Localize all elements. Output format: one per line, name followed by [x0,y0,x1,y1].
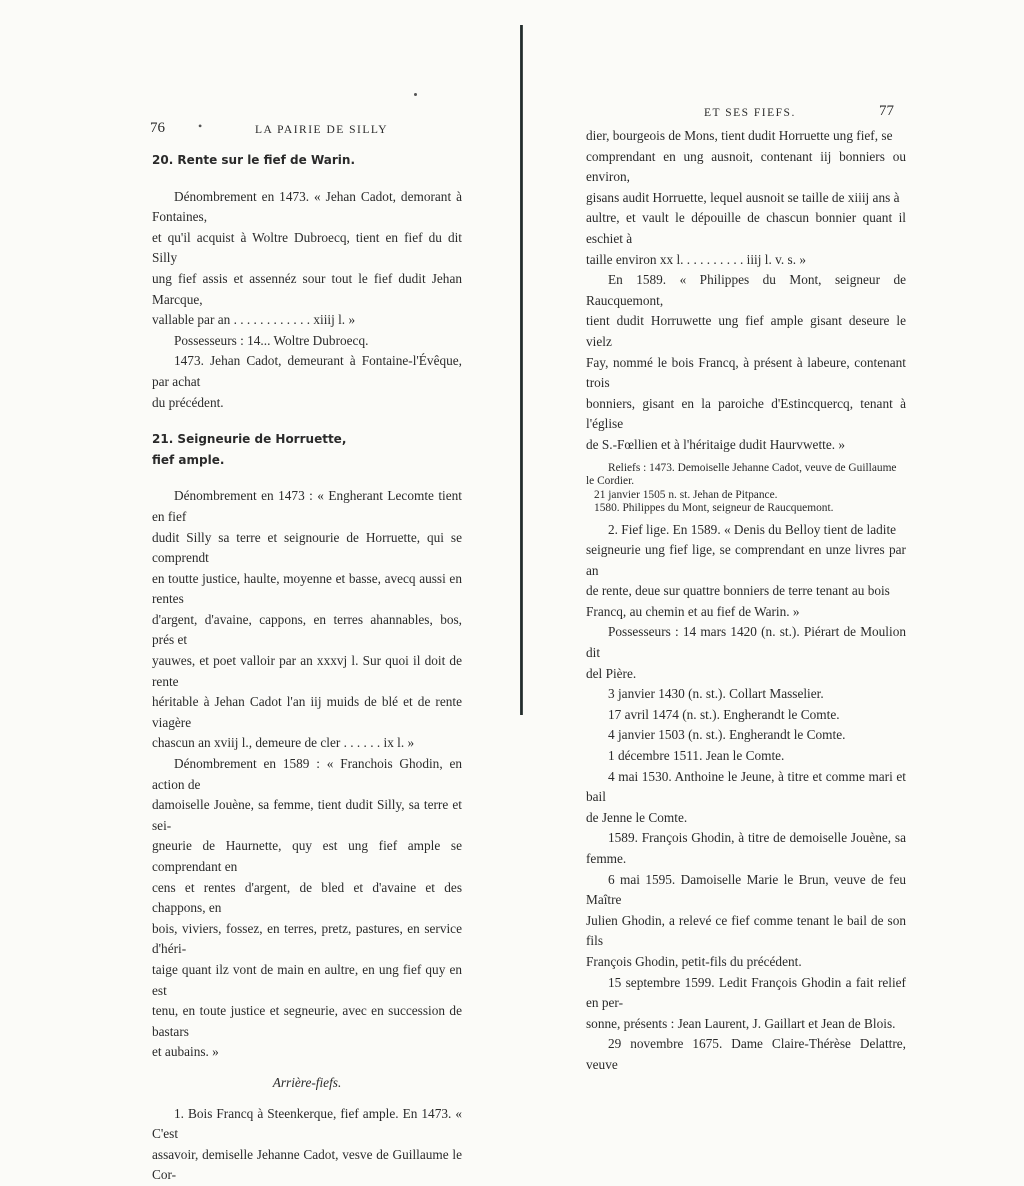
right-line-7: tient dudit Horruwette ung fief ample gisant deseure le vielz [586,313,906,349]
left-running-head: LA PAIRIE DE SILLY [255,124,389,136]
right-page-number: 77 [879,103,894,119]
right-line-20: 1 décembre 1511. Jean le Comte. [608,748,785,764]
s21-line-1: Dénombrement en 1473 : « Engherant Lecomte tient en fief [152,488,462,524]
arriere-fiefs-line-2: assavoir, demiselle Jehanne Cadot, vesve de Guillaume le Cor- [152,1146,462,1183]
book-spine [520,25,523,715]
s21-line-15: et aubains. » [152,1044,219,1060]
section-21-heading-line-1: 21. Seigneurie de Horruette, [152,432,347,447]
s21-line-13: taige quant ilz vont de main en aultre, en ung fief quy en est [152,961,462,998]
right-text-block [586,126,906,1076]
s21-line-14: tenu, en toute justice et segneurie, avec en succession de bastars [152,1003,462,1039]
s21-line-10: gneurie de Haurnette, quy est ung fief ample se comprendant en [152,838,462,874]
reliefs-note-line-2: le Cordier. [586,475,635,487]
right-line-21: 4 mai 1530. Anthoine le Jeune, à titre et comme mari et bail [586,768,906,805]
left-page-number: 76 [150,120,165,136]
right-line-29: 29 novembre 1675. Dame Claire-Thérèse Delattre, veuve [586,1036,906,1072]
s21-line-4: d'argent, d'avaine, cappons, en terres ahannables, bos, prés et [152,611,462,648]
right-line-9: bonniers, gisant en la paroiche d'Estincquercq, tenant à l'église [586,395,906,432]
right-line-5: taille environ xx l. . . . . . . . . . iiij l. v. s. » [586,251,806,267]
s21-line-11: cens et rentes d'argent, de bled et d'avaine et des chappons, en [152,879,462,916]
s21-line-5: yauwes, et poet valloir par an xxxvj l. Sur quoi il doit de rente [152,653,462,689]
s21-line-7: chascun an xviij l., demeure de cler . . . . . . ix l. » [152,735,415,751]
right-line-14: Francq, au chemin et au fief de Warin. » [586,603,800,619]
right-line-24: 6 mai 1595. Damoiselle Marie le Brun, veuve de feu Maître [586,871,906,908]
right-line-8: Fay, nommé le bois Francq, à présent à labeure, contenant trois [586,354,906,391]
right-line-11: 2. Fief lige. En 1589. « Denis du Belloy tient de ladite [608,521,897,537]
s21-line-2: dudit Silly sa terre et seignourie de Horruette, qui se comprendt [152,529,462,566]
section-21-heading-line-2: fief ample. [152,452,225,467]
s20-line-2: et qu'il acquist à Woltre Dubroecq, tient en fief du dit Silly [152,229,462,266]
section-20-heading: 20. Rente sur le fief de Warin. [152,153,355,167]
right-line-2: comprendant en ung ausnoit, contenant iij bonniers ou environ, [586,148,906,185]
s20-line-5: Possesseurs : 14... Woltre Dubroecq. [174,332,369,348]
right-line-26: François Ghodin, petit-fils du précédent. [586,953,802,969]
right-line-13: de rente, deue sur quattre bonniers de terre tenant au bois [586,583,890,599]
right-line-3: gisans audit Horruette, lequel ausnoit se taille de xiiij ans à [586,189,900,205]
right-line-16: del Pière. [586,665,637,681]
right-line-25: Julien Ghodin, a relevé ce fief comme tenant le bail de son fils [586,912,906,949]
right-line-12: seigneurie ung fief lige, se comprendant en unze livres par an [586,542,906,578]
right-line-1: dier, bourgeois de Mons, tient dudit Horruette ung fief, se [586,128,893,143]
right-line-27: 15 septembre 1599. Ledit François Ghodin a fait relief en per- [586,974,906,1011]
right-line-28: sonne, présents : Jean Laurent, J. Gaillart et Jean de Blois. [586,1015,896,1031]
right-line-6: En 1589. « Philippes du Mont, seigneur de Raucquemont, [586,272,906,308]
s21-line-9: damoiselle Jouène, sa femme, tient dudit Silly, sa terre et sei- [152,797,462,833]
reliefs-note-line-3: 21 janvier 1505 n. st. Jehan de Pitpance. [594,488,778,501]
right-running-head: ET SES FIEFS. [704,107,796,119]
s20-line-3: ung fief assis et assennéz sour tout le fief dudit Jehan Marcque, [152,270,462,307]
s21-line-8: Dénombrement en 1589 : « Franchois Ghodin, en action de [152,756,462,792]
s21-line-12: bois, viviers, fossez, en terres, pretz, pastures, en service d'héri- [152,920,462,957]
s21-line-3: en toutte justice, haulte, moyenne et basse, avecq aussi en rentes [152,570,462,607]
left-text-block [152,150,462,1186]
ink-speck [414,93,417,96]
s20-line-1: Dénombrement en 1473. « Jehan Cadot, demorant à Fontaines, [152,188,462,225]
s20-line-7: du précédent. [152,394,224,410]
ink-speck: • [198,119,203,133]
right-line-22: de Jenne le Comte. [586,809,688,825]
right-line-4: aultre, et vault le dépouille de chascun bonnier quant il eschiet à [586,210,906,246]
right-line-18: 17 avril 1474 (n. st.). Engherandt le Comte. [608,706,840,722]
right-page [524,0,1024,1072]
right-line-15: Possesseurs : 14 mars 1420 (n. st.). Piérart de Moulion dit [586,624,906,661]
right-line-23: 1589. François Ghodin, à titre de demoiselle Jouène, sa femme. [586,830,906,866]
right-line-10: de S.-Fœllien et à l'héritaige dudit Haurvwette. » [586,436,846,452]
right-line-17: 3 janvier 1430 (n. st.). Collart Masselier. [608,686,824,702]
arriere-fiefs-heading: Arrière-fiefs. [272,1074,342,1090]
right-line-19: 4 janvier 1503 (n. st.). Engherandt le Comte. [608,727,846,743]
s20-line-4: vallable par an . . . . . . . . . . . . xiiij l. » [152,312,356,328]
s21-line-6: héritable à Jehan Cadot l'an iij muids de blé et de rente viagère [152,694,462,730]
arriere-fiefs-line-1: 1. Bois Francq à Steenkerque, fief ample. En 1473. « C'est [152,1105,462,1142]
reliefs-note-line-4: 1580. Philippes du Mont, seigneur de Raucquemont. [594,502,834,514]
reliefs-note-line-1: Reliefs : 1473. Demoiselle Jehanne Cadot, veuve de Guillaume [608,461,897,474]
s20-line-6: 1473. Jehan Cadot, demeurant à Fontaine-l'Évêque, par achat [152,353,462,389]
